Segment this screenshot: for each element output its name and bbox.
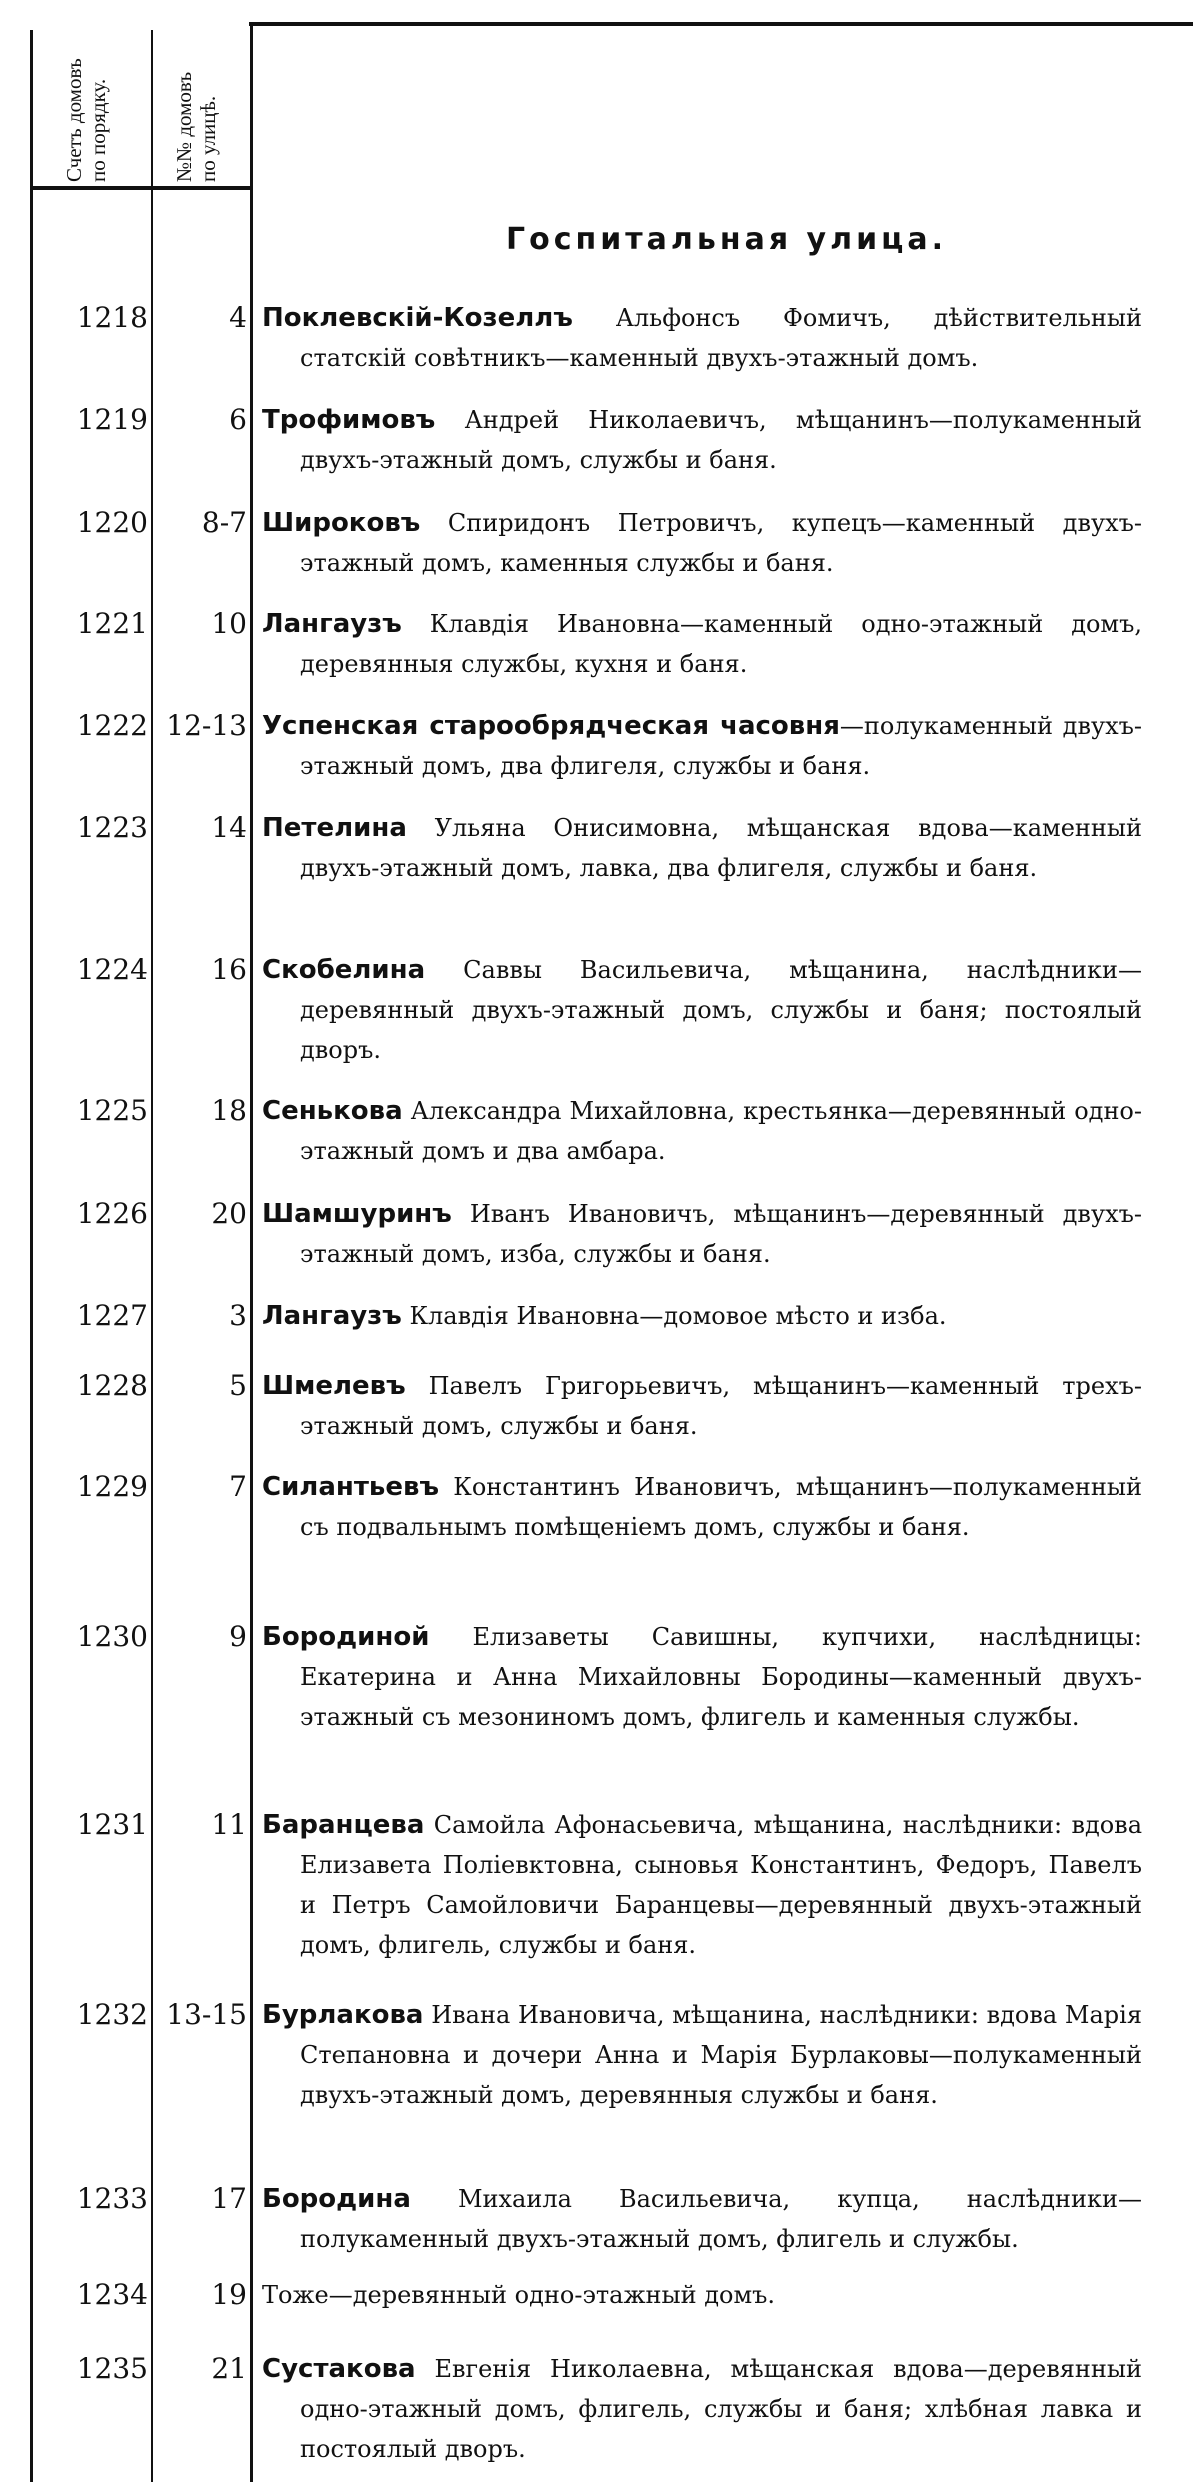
owner-name: Широковъ [262, 508, 421, 538]
header-col2-line2: по улицѣ. [196, 95, 220, 182]
house-order-number: 1225 [76, 1094, 148, 1127]
house-order-number: 1231 [76, 1808, 148, 1841]
entry-description: Клавдія Ивановна—домовое мѣсто и изба. [409, 1302, 947, 1330]
entry-text [262, 604, 1142, 684]
entry-description: —полукаменный двухъ-этажный домъ, два флигеля, службы и баня. [300, 712, 1142, 780]
house-order-number: 1224 [76, 953, 148, 986]
header-col1-line2: по порядку. [86, 78, 110, 182]
owner-name: Баранцева [262, 1810, 425, 1840]
owner-name: Лангаузъ [262, 609, 402, 639]
house-order-number: 1218 [76, 301, 148, 334]
house-order-number: 1220 [76, 506, 148, 539]
street-house-number: 17 [211, 2182, 247, 2215]
house-order-number: 1226 [76, 1197, 148, 1230]
street-house-number: 9 [229, 1620, 247, 1653]
entry-text [262, 400, 1142, 480]
owner-name: Бородиной [262, 1622, 430, 1652]
owner-name: Успенская старообрядческая часовня [262, 711, 840, 741]
owner-name: Поклевскій-Козеллъ [262, 303, 573, 333]
owner-name: Сенькова [262, 1096, 403, 1126]
house-order-number: 1234 [76, 2278, 148, 2311]
entry-description: Евгенія Николаевна, мѣщанская вдова—деревянный одно-этажный домъ, флигель, службы и баня; хлѣбная лавка и постоялый дворъ. [300, 2355, 1142, 2463]
entry-description: Спиридонъ Петровичъ, купецъ—каменный двухъ-этажный домъ, каменныя службы и баня. [300, 509, 1142, 577]
street-house-number: 11 [211, 1808, 247, 1841]
street-house-number: 16 [211, 953, 247, 986]
entry-text [262, 1366, 1142, 1446]
owner-name: Шмелевъ [262, 1371, 406, 1401]
house-order-number: 1233 [76, 2182, 148, 2215]
entry-description: Альфонсъ Фомичъ, дѣйствительный статскій совѣтникъ—каменный двухъ-этажный домъ. [300, 304, 1142, 372]
street-house-number: 8-7 [201, 506, 247, 539]
street-house-number: 3 [229, 1299, 247, 1332]
entry-text [262, 950, 1142, 1070]
entry-description: Михаила Васильевича, купца, наслѣдники—полукаменный двухъ-этажный домъ, флигель и службы. [300, 2185, 1142, 2253]
entry-text [262, 2349, 1142, 2469]
entry-description: Иванъ Ивановичъ, мѣщанинъ—деревянный двухъ-этажный домъ, изба, службы и баня. [300, 1200, 1142, 1268]
street-house-number: 7 [229, 1470, 247, 1503]
entry-description: Ульяна Онисимовна, мѣщанская вдова—каменный двухъ-этажный домъ, лавка, два флигеля, службы и баня. [300, 814, 1142, 882]
street-house-number: 14 [211, 811, 247, 844]
house-order-number: 1232 [76, 1998, 148, 2031]
entry-text [262, 2275, 1142, 2315]
house-order-number: 1227 [76, 1299, 148, 1332]
top-rule [249, 22, 1193, 26]
column-rule-left [30, 30, 33, 2482]
entry-text [262, 1091, 1142, 1171]
house-order-number: 1219 [76, 403, 148, 436]
owner-name: Шамшуринъ [262, 1199, 452, 1229]
entry-description: Тоже—деревянный одно-этажный домъ. [262, 2281, 776, 2309]
entry-description: Павелъ Григорьевичъ, мѣщанинъ—каменный трехъ-этажный домъ, службы и баня. [300, 1372, 1142, 1440]
header-house-count-order [62, 58, 110, 182]
street-house-number: 19 [211, 2278, 247, 2311]
house-order-number: 1230 [76, 1620, 148, 1653]
entry-text [262, 1995, 1142, 2115]
entry-description: Андрей Николаевичъ, мѣщанинъ—полукаменный двухъ-этажный домъ, службы и баня. [300, 406, 1142, 474]
owner-name: Силантьевъ [262, 1472, 439, 1502]
entry-text [262, 706, 1142, 786]
entry-description: Елизаветы Савишны, купчихи, наслѣдницы: Екатерина и Анна Михайловны Бородины—каменный двухъ-этажный съ мезониномъ домъ, флигель и каменныя службы. [300, 1623, 1142, 1731]
street-title: Госпитальная улица. [506, 222, 947, 257]
street-house-number: 13-15 [166, 1998, 247, 2031]
street-house-number: 18 [211, 1094, 247, 1127]
house-order-number: 1222 [76, 709, 148, 742]
street-house-number: 12-13 [166, 709, 247, 742]
owner-name: Бурлакова [262, 2000, 424, 2030]
house-order-number: 1223 [76, 811, 148, 844]
entry-text [262, 808, 1142, 888]
header-underline [30, 186, 252, 190]
entry-text [262, 1805, 1142, 1965]
entry-text [262, 503, 1142, 583]
entry-text [262, 298, 1142, 378]
header-col2-line1: №№ домовъ [172, 71, 196, 182]
owner-name: Трофимовъ [262, 405, 436, 435]
entry-text [262, 2179, 1142, 2259]
owner-name: Сустакова [262, 2354, 416, 2384]
street-house-number: 4 [229, 301, 247, 334]
house-order-number: 1235 [76, 2352, 148, 2385]
entry-description: Саввы Васильевича, мѣщанина, наслѣдники—деревянный двухъ-этажный домъ, службы и баня; постоялый дворъ. [300, 956, 1142, 1064]
owner-name: Скобелина [262, 955, 426, 985]
house-order-number: 1228 [76, 1369, 148, 1402]
owner-name: Петелина [262, 813, 407, 843]
entry-description: Самойла Афонасьевича, мѣщанина, наслѣдники: вдова Елизавета Поліевктовна, сыновья Константинъ, Федоръ, Павелъ и Петръ Самойловичи Баранцевы—деревянный двухъ-этажный домъ, флигель, службы и баня. [300, 1811, 1143, 1959]
street-house-number: 20 [211, 1197, 247, 1230]
entry-text [262, 1296, 1142, 1336]
house-order-number: 1221 [76, 607, 148, 640]
street-house-number: 6 [229, 403, 247, 436]
owner-name: Лангаузъ [262, 1301, 402, 1331]
street-house-number: 10 [211, 607, 247, 640]
header-col1-line1: Счетъ домовъ [62, 58, 86, 182]
street-house-number: 5 [229, 1369, 247, 1402]
entry-text [262, 1617, 1142, 1737]
street-house-number: 21 [211, 2352, 247, 2385]
entry-text [262, 1467, 1142, 1547]
owner-name: Бородина [262, 2184, 411, 2214]
entry-description: Александра Михайловна, крестьянка—деревянный одно-этажный домъ и два амбара. [300, 1097, 1142, 1165]
house-order-number: 1229 [76, 1470, 148, 1503]
entry-description: Константинъ Ивановичъ, мѣщанинъ—полукаменный съ подвальнымъ помѣщеніемъ домъ, службы и баня. [300, 1473, 1142, 1541]
entry-description: Ивана Ивановича, мѣщанина, наслѣдники: вдова Марія Степановна и дочери Анна и Марія Бурлаковы—полукаменный двухъ-этажный домъ, деревянныя службы и баня. [300, 2001, 1142, 2109]
column-rule-right [250, 22, 253, 2482]
entry-text [262, 1194, 1142, 1274]
header-house-numbers-street [172, 72, 220, 182]
column-rule-middle [151, 30, 153, 2482]
entry-description: Клавдія Ивановна—каменный одно-этажный домъ, деревянныя службы, кухня и баня. [300, 610, 1142, 678]
